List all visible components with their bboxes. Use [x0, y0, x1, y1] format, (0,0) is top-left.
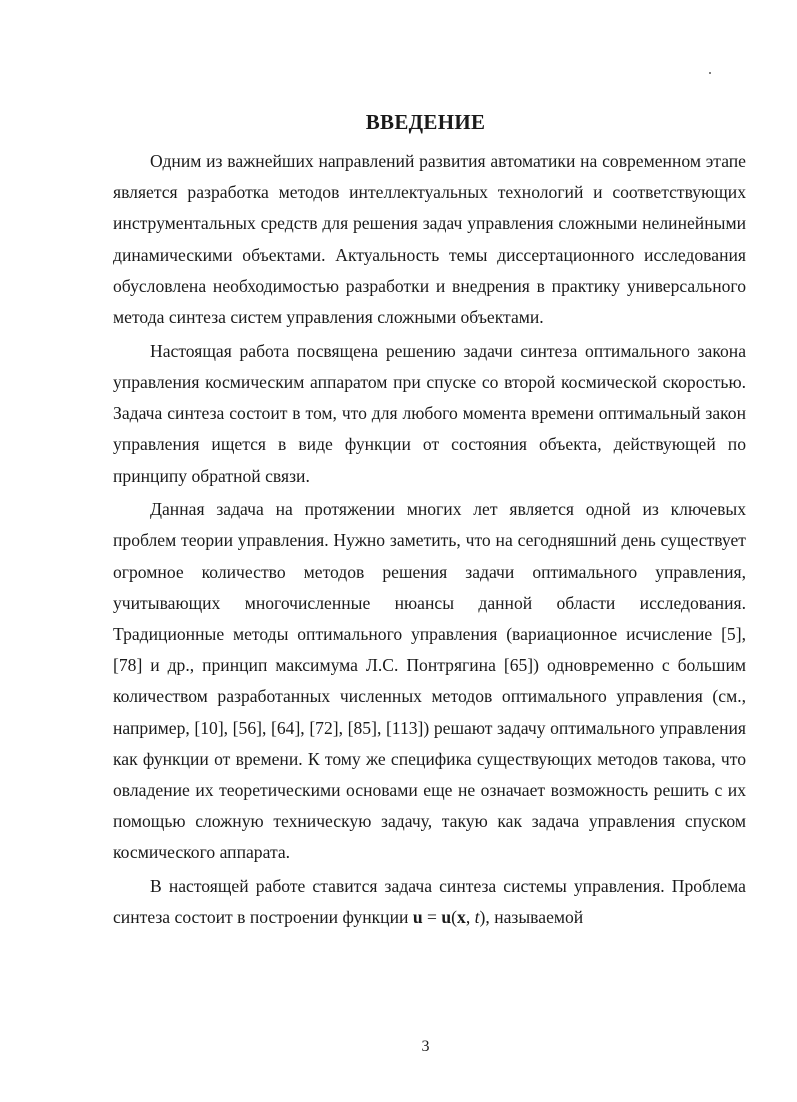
body-text [113, 146, 746, 936]
paragraph-2: Настоящая работа посвящена решению задачи синтеза оптимального закона управления космическим аппаратом при спуске со второй космической скоростью. Задача синтеза состоит в том, что для любого момента времени оптимальный закон управления ищется в виде функции от состояния объекта, действующей по принципу обратной связи. [113, 340, 746, 486]
scan-speck [709, 72, 711, 74]
paragraph-4-end: , называемой [485, 907, 584, 928]
synthesis-formula: u = u(x, t) [412, 907, 486, 928]
paragraph-3: Данная задача на протяжении многих лет является одной из ключевых проблем теории управления. Нужно заметить, что на сегодняшний день существует огромное количество методов решения задачи оптимального управления, учитывающих многочисленные нюансы данной области исследования. Традиционные методы оптимального управления (вариационное исчисление [5], [78] и др., принцип максимума Л.С. Понтрягина [65]) одновременно с большим количеством разработанных численных методов оптимального управления (см., например, [10], [56], [64], [72], [85], [113]) решают задачу оптимального управления как функции от времени. К тому же специфика существующих методов такова, что овладение их теоретическими основами еще не означает возможность решить с их помощью сложную техническую задачу, такую как задача управления спуском космического аппарата. [113, 499, 746, 863]
section-heading: ВВЕДЕНИЕ [365, 110, 486, 134]
paragraph-1: Одним из важнейших направлений развития автоматики на современном этапе является разработка методов интеллектуальных технологий и соответствующих инструментальных средств для решения задач управления сложными нелинейными динамическими объектами. Актуальность темы диссертационного исследования обусловлена необходимостью разработки и внедрения в практику универсального метода синтеза систем управления сложными объектами. [113, 151, 746, 328]
paragraph-4 [113, 871, 746, 933]
paragraph-4-start: В настоящей работе ставится задача синтеза системы управления. Проблема синтеза состоит в построении функции [113, 876, 746, 928]
page-number: 3 [421, 1038, 430, 1055]
